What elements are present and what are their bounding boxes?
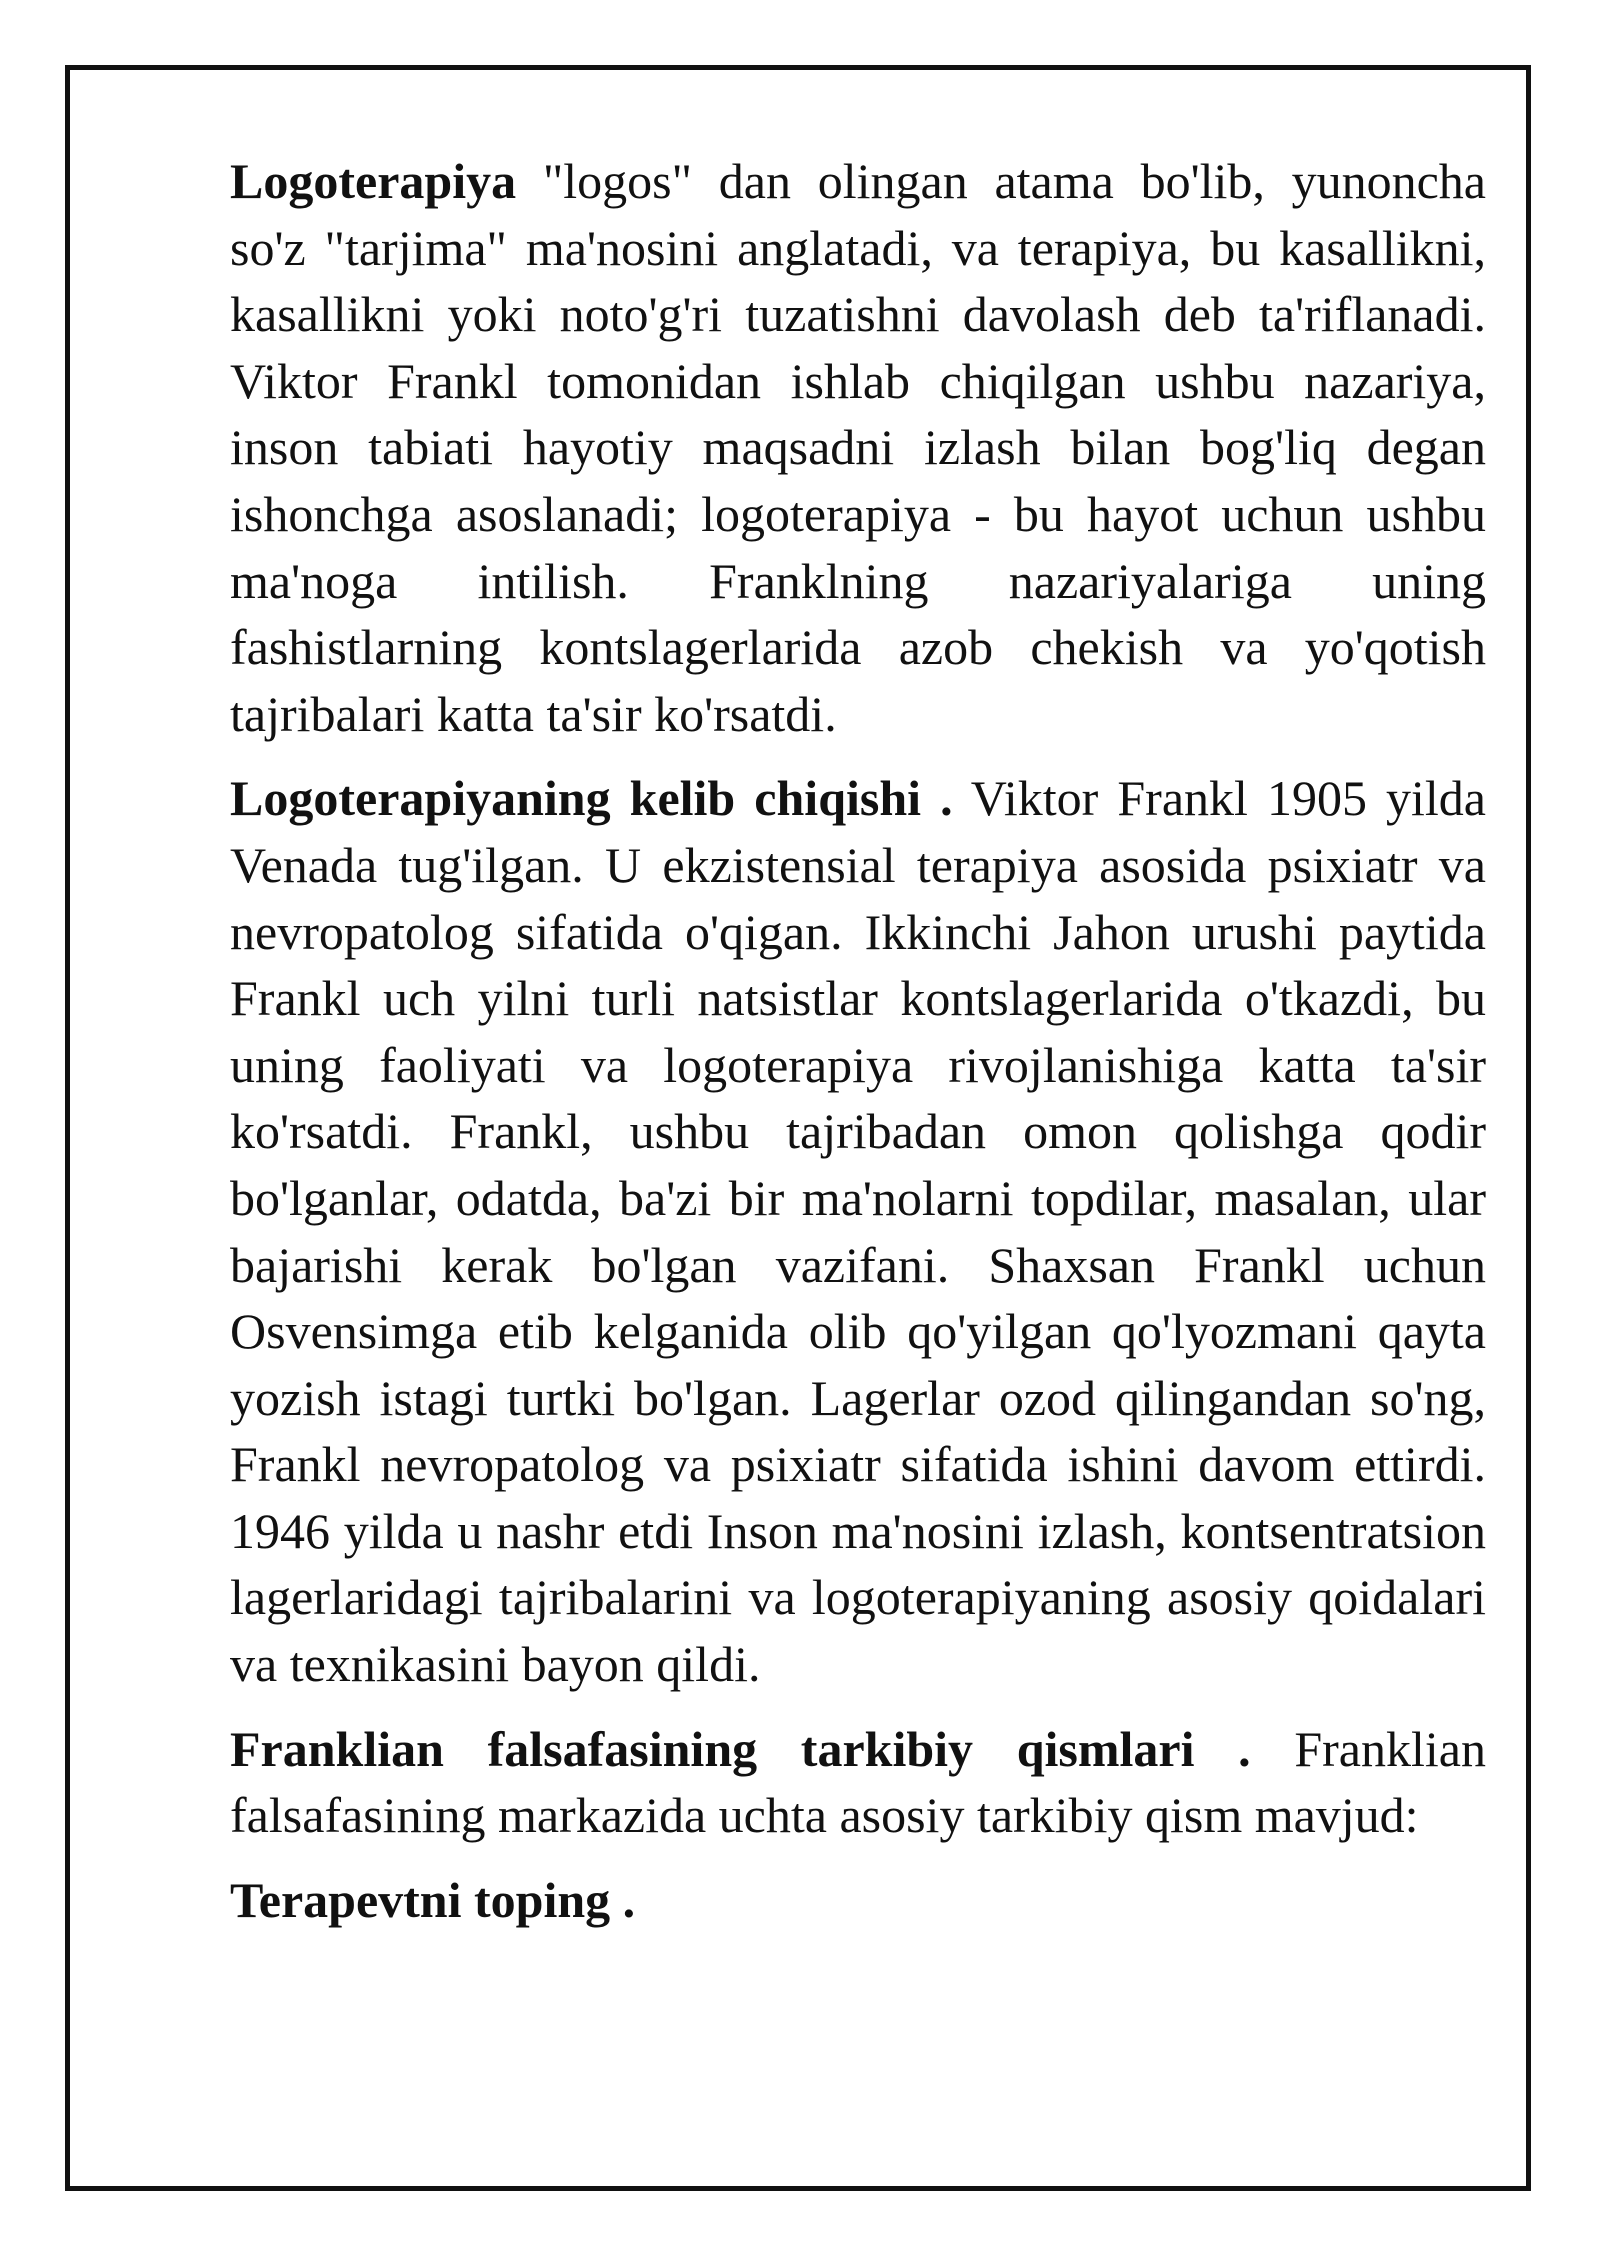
paragraph-heading: Logoterapiyaning kelib chiqishi .	[230, 770, 953, 827]
paragraph-origin	[230, 765, 1486, 1697]
paragraph-heading: Franklian falsafasining tarkibiy qismlari .	[230, 1720, 1251, 1777]
paragraph-find-therapist	[230, 1867, 1486, 1934]
paragraph-components	[230, 1716, 1486, 1849]
paragraph-heading: Logoterapiya	[230, 153, 517, 209]
paragraph-heading: Terapevtni toping .	[230, 1871, 636, 1928]
document-body	[230, 148, 1486, 1951]
paragraph-text: "logos" dan olingan atama bo'lib, yunoncha so'z "tarjima" ma'nosini anglatadi, va terapiya, bu kasallikni, kasallikni yoki noto'g'ri tuzatishni davolash deb ta'riflanadi. Viktor Frankl tomonidan ishlab chiqilgan ushbu nazariya, inson tabiati hayotiy maqsadni izlash bilan bog'liq degan ishonchga asoslanadi; logoterapiya - bu hayot uchun ushbu ma'noga intilish. Franklning nazariyalariga uning fashistlarning kontslagerlarida azob chekish va yo'qotish tajribalari katta ta'sir ko'rsatdi.	[230, 153, 1486, 742]
paragraph-text: Franklian falsafasining markazida uchta asosiy tarkibiy qism mavjud:	[230, 1720, 1486, 1844]
paragraph-logotherapy-definition	[230, 148, 1486, 747]
paragraph-text: Viktor Frankl 1905 yilda Venada tug'ilgan. U ekzistensial terapiya asosida psixiatr va nevropatolog sifatida o'qigan. Ikkinchi Jahon urushi paytida Frankl uch yilni turli natsistlar kontslagerlarida o'tkazdi, bu uning faoliyati va logoterapiya rivojlanishiga katta ta'sir ko'rsatdi. Frankl, ushbu tajribadan omon qolishga qodir bo'lganlar, odatda, ba'zi bir ma'nolarni topdilar, masalan, ular bajarishi kerak bo'lgan vazifani. Shaxsan Frankl uchun Osvensimga etib kelganida olib qo'yilgan qo'lyozmani qayta yozish istagi turtki bo'lgan. Lagerlar ozod qilingandan so'ng, Frankl nevropatolog va psixiatr sifatida ishini davom ettirdi. 1946 yilda u nashr etdi Inson ma'nosini izlash, kontsentratsion lagerlaridagi tajribalarini va logoterapiyaning asosiy qoidalari va texnikasini bayon qildi.	[230, 770, 1486, 1693]
